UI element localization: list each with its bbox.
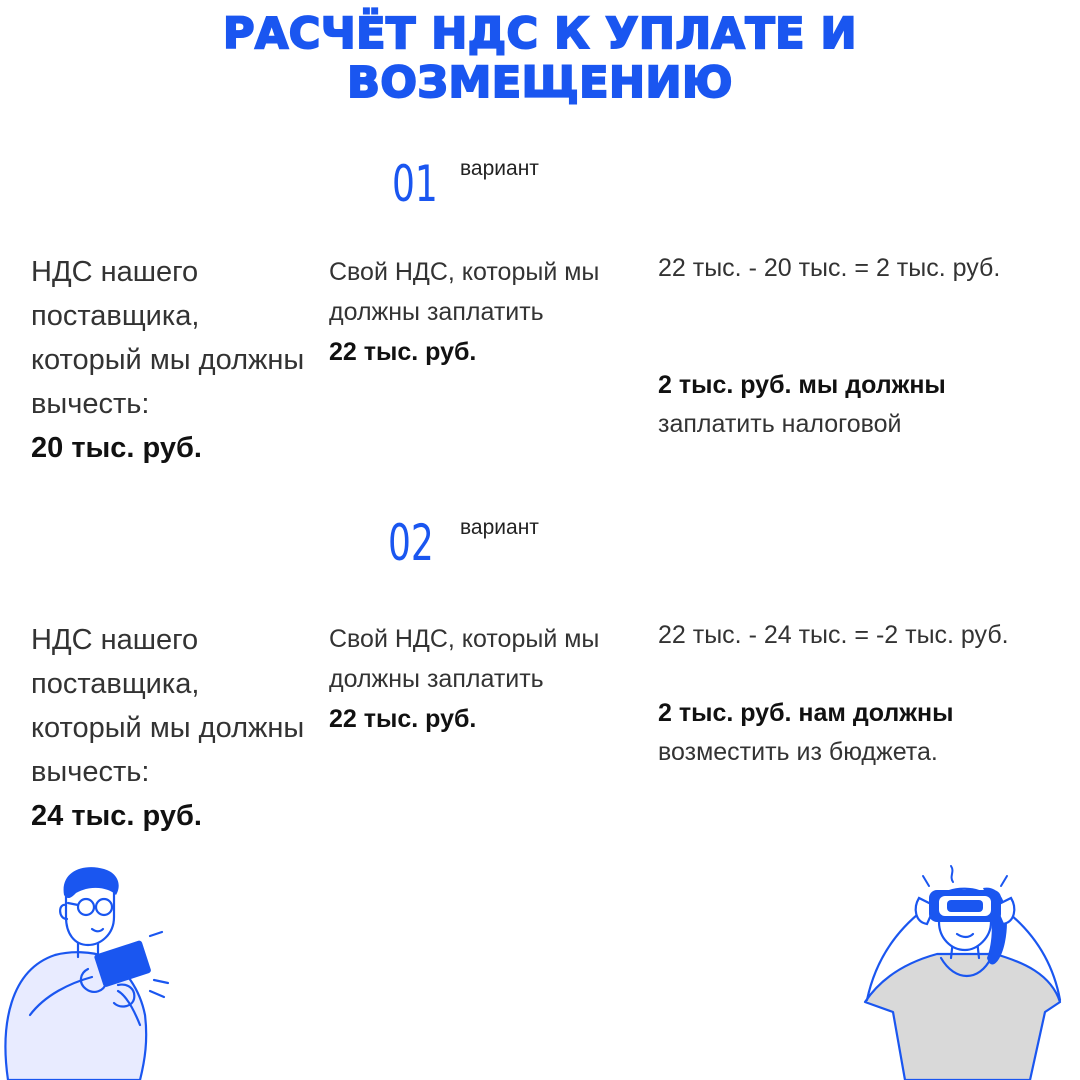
own-vat-text: Свой НДС, который мы должны заплатить bbox=[329, 258, 600, 326]
variant-2-number: 02 bbox=[388, 514, 434, 572]
supplier-vat-amount: 20 тыс. руб. bbox=[31, 432, 202, 464]
page-title-line-1: РАСЧЁТ НДС К УПЛАТЕ И bbox=[223, 9, 857, 59]
own-vat-amount: 22 тыс. руб. bbox=[329, 705, 477, 733]
man-with-tablet-illustration bbox=[0, 865, 200, 1080]
variant-2-calculation bbox=[658, 616, 1068, 772]
page-title bbox=[0, 10, 1080, 108]
variant-2-supplier-vat bbox=[31, 618, 306, 838]
supplier-vat-text: НДС нашего поставщика, который мы должны вычесть: bbox=[31, 256, 305, 420]
variant-1-label: вариант bbox=[460, 157, 539, 180]
variant-1-number: 01 bbox=[392, 155, 438, 213]
page-title-line-2: ВОЗМЕЩЕНИЮ bbox=[347, 58, 733, 108]
supplier-vat-amount: 24 тыс. руб. bbox=[31, 800, 202, 832]
variant-1-supplier-vat bbox=[31, 250, 306, 470]
result-amount: 2 тыс. руб. нам должны bbox=[658, 699, 954, 727]
own-vat-text: Свой НДС, который мы должны заплатить bbox=[329, 625, 600, 693]
result-amount: 2 тыс. руб. мы должны bbox=[658, 371, 946, 399]
variant-1-own-vat bbox=[329, 252, 639, 372]
variant-2-label: вариант bbox=[460, 516, 539, 539]
supplier-vat-text: НДС нашего поставщика, который мы должны вычесть: bbox=[31, 624, 305, 788]
result-text: заплатить налоговой bbox=[658, 410, 902, 438]
variant-2-own-vat bbox=[329, 619, 639, 739]
variant-1-calculation bbox=[658, 249, 1068, 444]
calculation-formula: 22 тыс. - 20 тыс. = 2 тыс. руб. bbox=[658, 254, 1001, 282]
result-text: возместить из бюджета. bbox=[658, 738, 938, 766]
own-vat-amount: 22 тыс. руб. bbox=[329, 338, 477, 366]
calculation-formula: 22 тыс. - 24 тыс. = -2 тыс. руб. bbox=[658, 621, 1009, 649]
woman-with-vr-headset-illustration bbox=[855, 862, 1080, 1080]
